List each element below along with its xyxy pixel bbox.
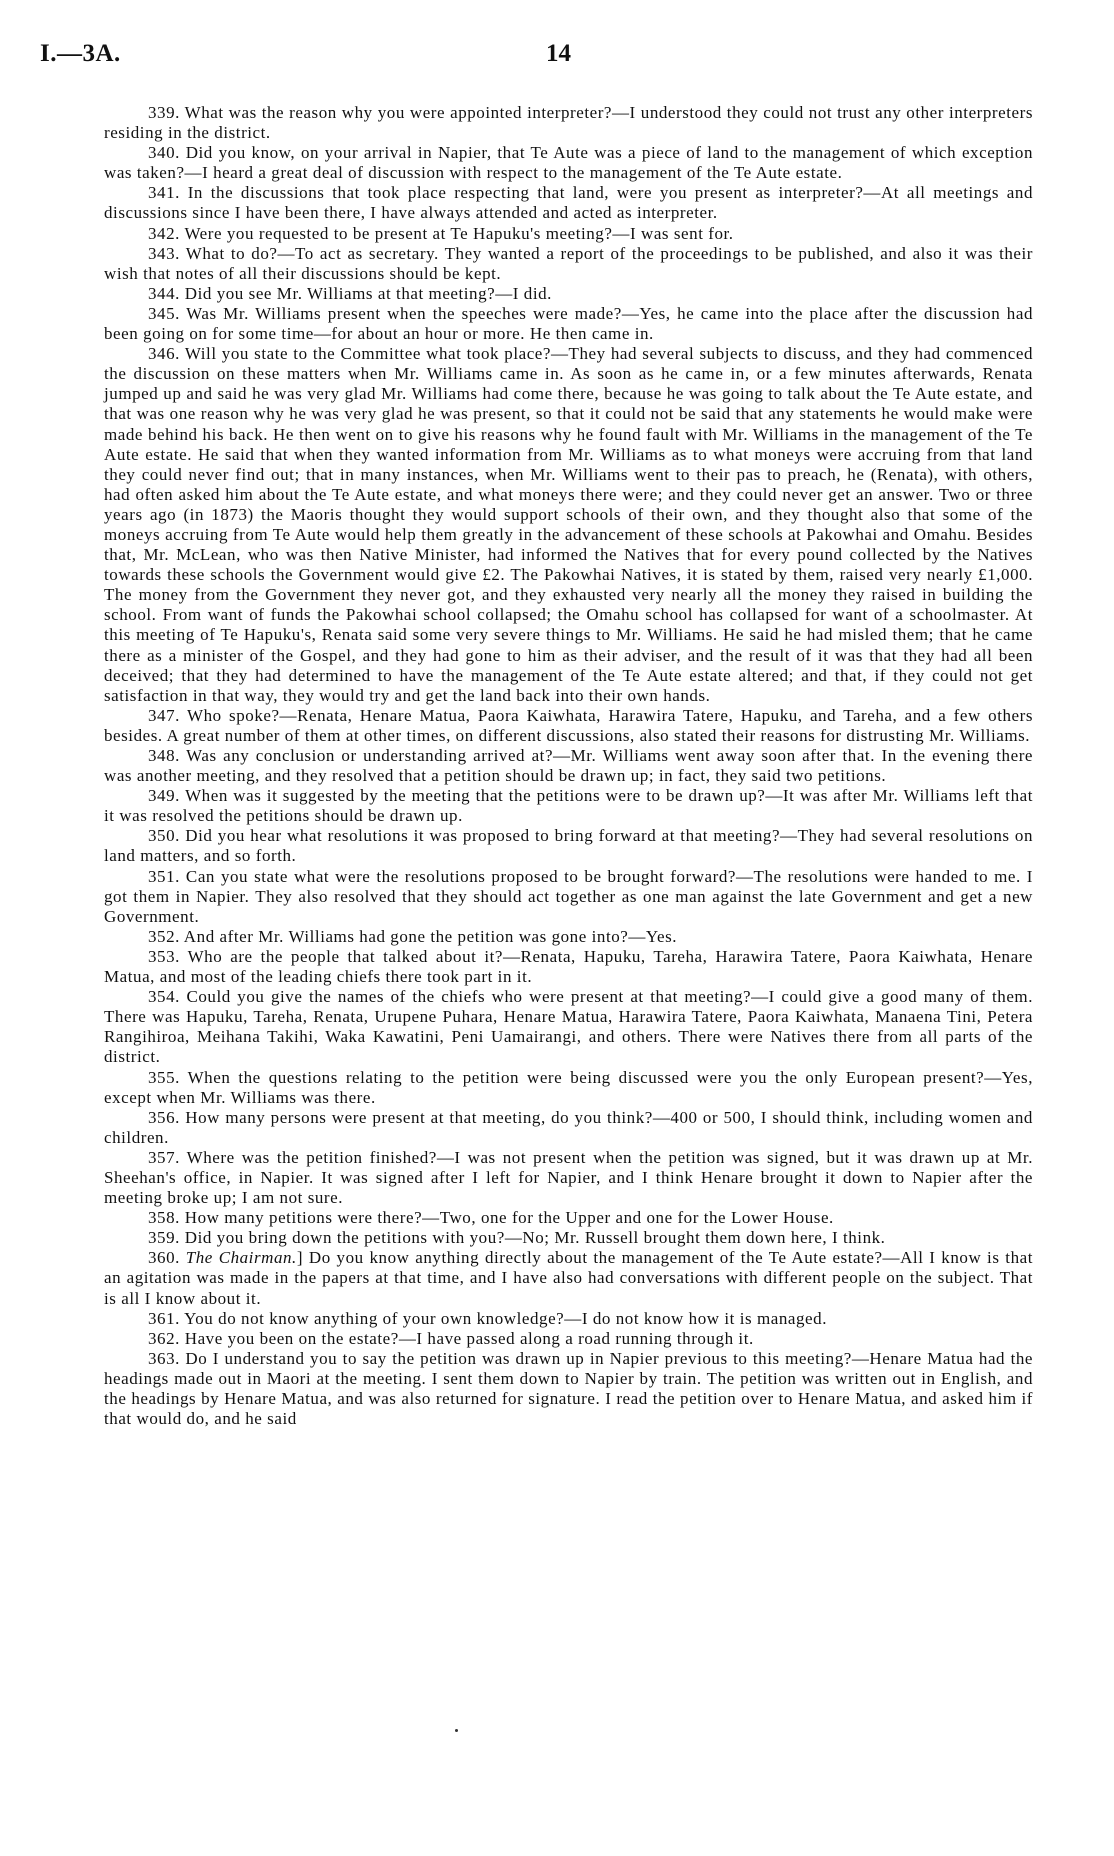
paragraph-357: 357. Where was the petition finished?—I was not present when the petition was signed, but it was drawn up at Mr. Sheehan's office, in Napier. It was signed after I left for Napier, and I think Henare brought it down to Napier after the meeting broke up; I am not sure. <box>104 1147 1033 1208</box>
stray-mark <box>455 1729 458 1732</box>
paragraph-360-number: 360. <box>148 1248 186 1268</box>
paragraph-360-text: ] Do you know anything directly about the management of the Te Aute estate?—All I know is that an agitation was made in the papers at that time, and I have also had conversations with different people on the subject. That is all I know about it. <box>104 1248 1033 1308</box>
page-number: 14 <box>546 40 571 67</box>
paragraph-354: 354. Could you give the names of the chiefs who were present at that meeting?—I could give a good many of them. There was Hapuku, Tareha, Renata, Urupene Puhara, Henare Matua, Harawira Tatere, Paora Kaiwhata, Manaena Tini, Petera Rangihiroa, Meihana Takihi, Waka Kawatini, Peni Uamairangi, and others. There were Natives there from all parts of the district. <box>104 987 1033 1067</box>
paragraph-360 <box>104 1248 1033 1308</box>
paragraph-362: 362. Have you been on the estate?—I have passed along a road running through it. <box>148 1328 754 1348</box>
paragraph-355: 355. When the questions relating to the petition were being discussed were you the only European present?—Yes, except when Mr. Williams was there. <box>104 1067 1033 1107</box>
paragraph-352: 352. And after Mr. Williams had gone the petition was gone into?—Yes. <box>148 926 678 946</box>
paragraph-351: 351. Can you state what were the resolutions proposed to be brought forward?—The resolutions were handed to me. I got them in Napier. They also resolved that they should act together as one man against the late Government and get a new Government. <box>104 866 1033 926</box>
paragraph-346: 346. Will you state to the Committee what took place?—They had several subjects to discuss, and they had commenced the discussion on these matters when Mr. Williams came in. As soon as he came in, or a few minutes afterwards, Renata jumped up and said he was very glad Mr. Williams had come there, because he was going to talk about the Te Aute estate, and that was one reason why he was very glad he was present, so that it could not be said that any statements he would make were made behind his back. He then went on to give his reasons why he found fault with Mr. Williams in the management of the Te Aute estate. He said that when they wanted information from Mr. Williams as to what moneys were accruing from that land they could never find out; that in many instances, when Mr. Williams went to their pas to preach, he (Renata), with others, had often asked him about the Te Aute estate, and what moneys there were; and they could never get an answer. Two or three years ago (in 1873) the Maoris thought they would support schools of their own, and they thought also that some of the moneys accruing from Te Aute would help them greatly in the advancement of these schools at Pakowhai and Omahu. Besides that, Mr. McLean, who was then Native Minister, had informed the Natives that for every pound collected by the Natives towards these schools the Government would give £2. The Pakowhai Natives, it is stated by them, raised very nearly £1,000. The money from the Government they never got, and they exhausted very nearly all the money they raised in building the school. From want of funds the Pakowhai school collapsed; the Omahu school has collapsed for want of a schoolmaster. At this meeting of Te Hapuku's, Renata said some very severe things to Mr. Williams. He said he had misled them; that he came there as a minister of the Gospel, and they had gone to him as their adviser, and the result of it was that they had all been deceived; that they had determined to have the management of the Te Aute estate altered; and that, if they could not get satisfaction in that way, they would try and get the land back into their own hands. <box>104 344 1033 705</box>
paragraph-349: 349. When was it suggested by the meeting that the petitions were to be drawn up?—It was after Mr. Williams left that it was resolved the petitions should be drawn up. <box>104 786 1033 826</box>
paragraph-361: 361. You do not know anything of your own knowledge?—I do not know how it is managed. <box>148 1308 828 1328</box>
paragraph-347: 347. Who spoke?—Renata, Henare Matua, Paora Kaiwhata, Harawira Tatere, Hapuku, and Tareha, and a few others besides. A great number of them at other times, on different discussions, also stated their reasons for distrusting Mr. Williams. <box>104 705 1033 745</box>
paragraph-359: 359. Did you bring down the petitions with you?—No; Mr. Russell brought them down here, I think. <box>148 1228 886 1248</box>
paragraph-348: 348. Was any conclusion or understanding arrived at?—Mr. Williams went away soon after that. In the evening there was another meeting, and they resolved that a petition should be drawn up; in fact, they said two petitions. <box>104 746 1033 786</box>
paragraph-340: 340. Did you know, on your arrival in Napier, that Te Aute was a piece of land to the management of which exception was taken?—I heard a great deal of discussion with respect to the management of the Te Aute estate. <box>104 143 1033 183</box>
paragraph-353: 353. Who are the people that talked about it?—Renata, Hapuku, Tareha, Harawira Tatere, Paora Kaiwhata, Henare Matua, and most of the leading chiefs there took part in it. <box>104 946 1033 987</box>
paragraph-342: 342. Were you requested to be present at Te Hapuku's meeting?—I was sent for. <box>148 223 734 243</box>
paragraph-341: 341. In the discussions that took place respecting that land, were you present as interpreter?—At all meetings and discussions since I have been there, I have always attended and acted as interpreter. <box>104 183 1033 223</box>
paragraph-339: 339. What was the reason why you were appointed interpreter?—I understood they could not trust any other interpreters residing in the district. <box>104 103 1033 143</box>
speaker-label: The Chairman. <box>185 1248 297 1268</box>
paragraph-343: 343. What to do?—To act as secretary. They wanted a report of the proceedings to be published, and also it was their wish that notes of all their discussions should be kept. <box>104 243 1033 283</box>
evidence-body <box>104 103 1033 1429</box>
document-reference: I.—3A. <box>40 40 121 67</box>
paragraph-350: 350. Did you hear what resolutions it was proposed to bring forward at that meeting?—They had several resolutions on land matters, and so forth. <box>104 826 1033 866</box>
paragraph-345: 345. Was Mr. Williams present when the speeches were made?—Yes, he came into the place after the discussion had been going on for some time—for about an hour or more. He then came in. <box>104 303 1033 344</box>
paragraph-344: 344. Did you see Mr. Williams at that meeting?—I did. <box>148 283 552 303</box>
paragraph-358: 358. How many petitions were there?—Two, one for the Upper and one for the Lower House. <box>148 1208 834 1228</box>
paragraph-363: 363. Do I understand you to say the petition was drawn up in Napier previous to this meeting?—Henare Matua had the headings made out in Maori at the meeting. I sent them down to Napier by train. The petition was written out in English, and the headings by Henare Matua, and was also returned for signature. I read the petition over to Henare Matua, and asked him if that would do, and he said <box>104 1348 1033 1429</box>
paragraph-356: 356. How many persons were present at that meeting, do you think?—400 or 500, I should think, including women and children. <box>104 1107 1033 1147</box>
